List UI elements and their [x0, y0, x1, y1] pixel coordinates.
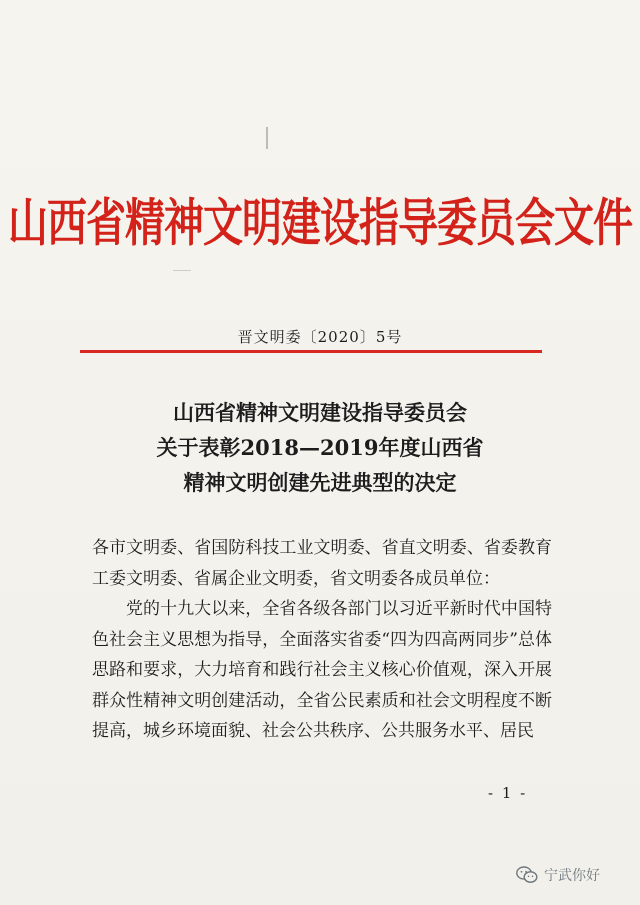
- red-divider-line: [80, 350, 542, 353]
- document-number: 晋文明委〔2020〕5号: [237, 328, 403, 346]
- wechat-watermark: [516, 864, 600, 886]
- addressee-paragraph: 各市文明委、省国防科技工业文明委、省直文明委、省委教育工委文明委、省属企业文明委，省文明委各成员单位：: [92, 538, 552, 589]
- page-number: - 1 -: [488, 784, 528, 802]
- body-paragraph: 党的十九大以来，全省各级各部门以习近平新时代中国特色社会主义思想为指导，全面落实省委“四为四高两同步”总体思路和要求，大力培育和践行社会主义核心价值观，深入开展群众性精神文明创建活动，全省公民素质和社会文明程度不断提高，城乡环境面貌、社会公共秩序、公共服务水平、居民: [92, 599, 552, 741]
- decision-title-line: 关于表彰2018—2019年度山西省: [156, 435, 484, 460]
- decision-title-line: 山西省精神文明建设指导委员会: [173, 400, 467, 425]
- watermark-text: 宁武你好: [544, 868, 600, 884]
- decision-title-line: 精神文明创建先进典型的决定: [183, 470, 457, 495]
- decision-title: [0, 395, 640, 500]
- document-header-title: 山西省精神文明建设指导委员会文件: [8, 194, 632, 254]
- scan-speck: [173, 270, 191, 271]
- scan-speck: [266, 127, 268, 149]
- document-body: [92, 533, 552, 747]
- wechat-icon: [516, 866, 538, 884]
